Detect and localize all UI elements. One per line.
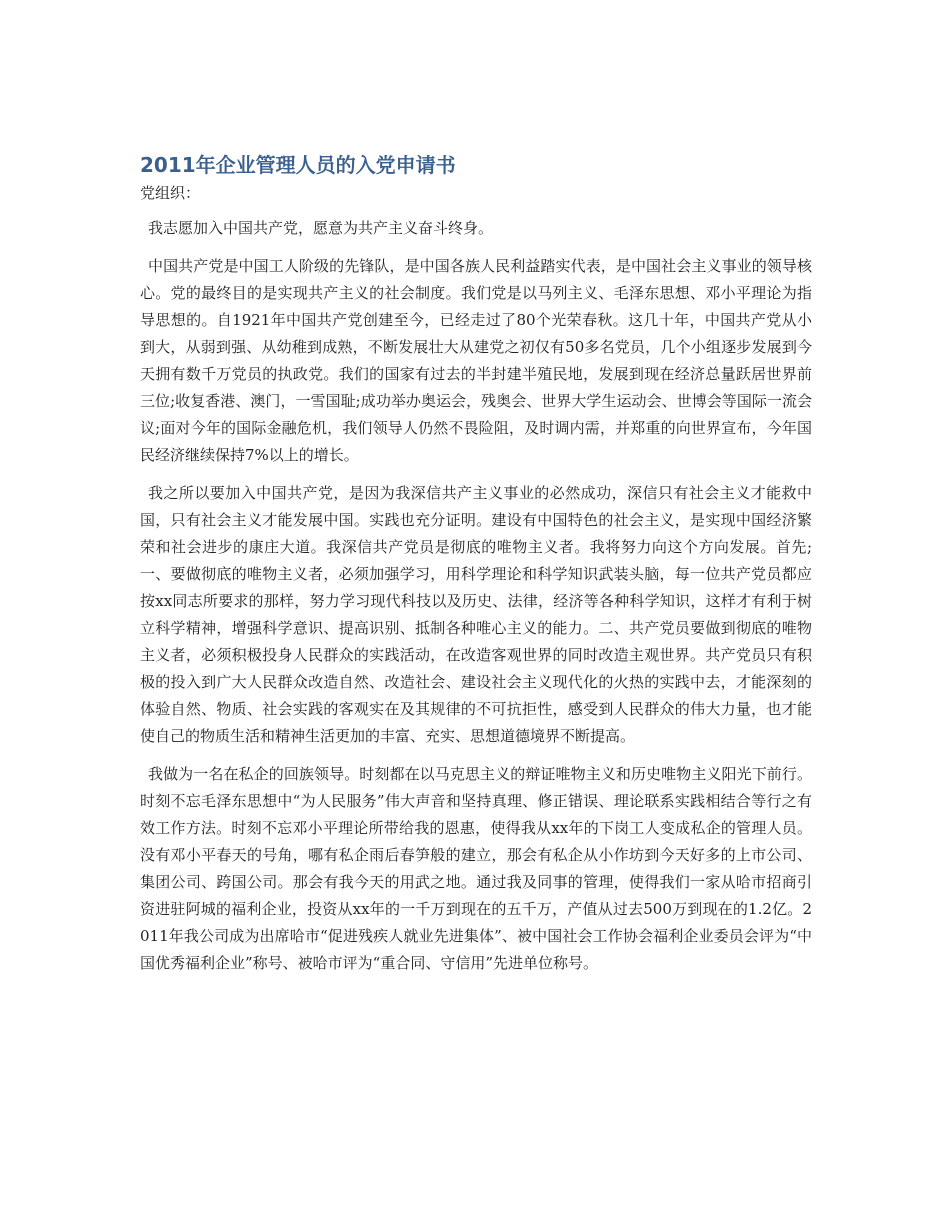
paragraph-3: 我之所以要加入中国共产党，是因为我深信共产主义事业的必然成功，深信只有社会主义才能救中国，只有社会主义才能发展中国。实践也充分证明。建设有中国特色的社会主义，是实现中国经济繁荣和社会进步的康庄大道。我深信共产党员是彻底的唯物主义者。我将努力向这个方向发展。首先;一、要做彻底的唯物主义者，必须加强学习，用科学理论和科学知识武装头脑，每一位共产党员都应按xx同志所要求的那样，努力学习现代科技以及历史、法律，经济等各种科学知识，这样才有利于树立科学精神，增强科学意识、提高识别、抵制各种唯心主义的能力。二、共产党员要做到彻底的唯物主义者，必须积极投身人民群众的实践活动，在改造客观世界的同时改造主观世界。共产党员只有积极的投入到广大人民群众改造自然、改造社会、建设社会主义现代化的火热的实践中去，才能深刻的体验自然、物质、社会实践的客观实在及其规律的不可抗拒性，感受到人民群众的伟大力量，也才能使自己的物质生活和精神生活更加的丰富、充实、思想道德境界不断提高。 xyxy=(140,484,812,745)
salutation: 党组织： xyxy=(140,184,201,202)
paragraph-1: 我志愿加入中国共产党，愿意为共产主义奋斗终身。 xyxy=(148,219,494,237)
paragraph-2: 中国共产党是中国工人阶级的先锋队，是中国各族人民利益踏实代表，是中国社会主义事业的领导核心。党的最终目的是实现共产主义的社会制度。我们党是以马列主义、毛泽东思想、邓小平理论为指导思想的。自1921年中国共产党创建至今，已经走过了80个光荣春秋。这几十年，中国共产党从小到大，从弱到强、从幼稚到成熟，不断发展壮大从建党之初仅有50多名党员，几个小组逐步发展到今天拥有数千万党员的执政党。我们的国家有过去的半封建半殖民地，发展到现在经济总量跃居世界前三位;收复香港、澳门，一雪国耻;成功举办奥运会，残奥会、世界大学生运动会、世博会等国际一流会议;面对今年的国际金融危机，我们领导人仍然不畏险阻，及时调内需，并郑重的向世界宣布，今年国民经济继续保持7%以上的增长。 xyxy=(140,257,812,464)
paragraph-4: 我做为一名在私企的回族领导。时刻都在以马克思主义的辩证唯物主义和历史唯物主义阳光下前行。时刻不忘毛泽东思想中“为人民服务”伟大声音和坚持真理、修正错误、理论联系实践相结合等行之有效工作方法。时刻不忘邓小平理论所带给我的恩惠，使得我从xx年的下岗工人变成私企的管理人员。没有邓小平春天的号角，哪有私企雨后春笋般的建立，那会有私企从小作坊到今天好多的上市公司、集团公司、跨国公司。那会有我今天的用武之地。通过我及同事的管理，使得我们一家从哈市招商引资进驻阿城的福利企业，投资从xx年的一千万到现在的五千万，产值从过去500万到现在的1.2亿。2011年我公司成为出席哈市“促进残疾人就业先进集体”、被中国社会工作协会福利企业委员会评为“中国优秀福利企业”称号、被哈市评为“重合同、守信用”先进单位称号。 xyxy=(140,765,812,972)
document-page xyxy=(140,150,812,988)
document-title: 2011年企业管理人员的入党申请书 xyxy=(140,153,456,177)
